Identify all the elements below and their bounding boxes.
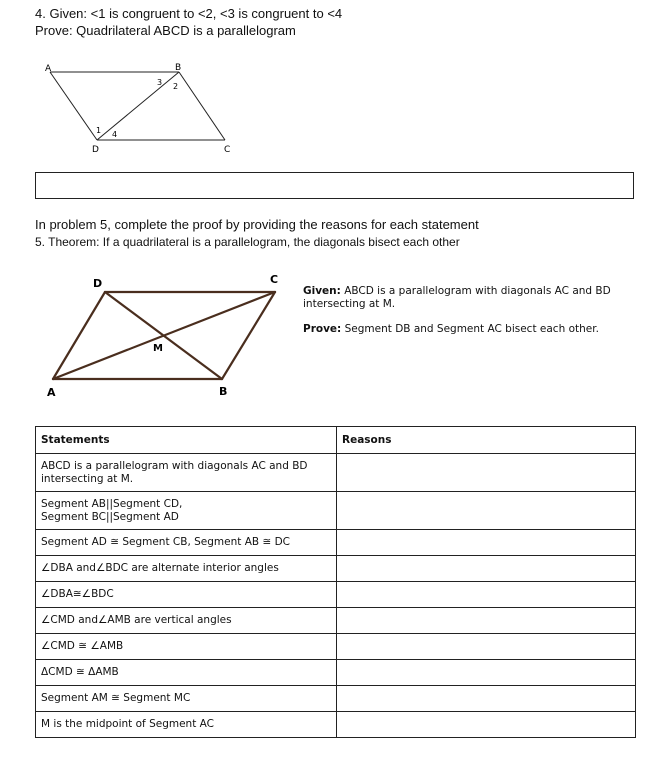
fig2-label-a: A [47, 386, 56, 399]
proof-row [36, 634, 636, 660]
proof-table [35, 426, 636, 738]
reason-cell[interactable] [337, 660, 636, 686]
proof-row [36, 686, 636, 712]
fig2-side-ad [53, 292, 105, 379]
fig2-label-b: B [219, 385, 228, 398]
parallelogram-figure-2 [35, 268, 290, 403]
reason-cell[interactable] [337, 686, 636, 712]
reason-cell[interactable] [337, 492, 636, 530]
fig1-angle-2: 2 [173, 82, 179, 91]
fig2-label-m: M [153, 343, 163, 354]
prove-text: Segment DB and Segment AC bisect each other. [344, 323, 599, 335]
given-block [303, 285, 623, 311]
proof-row [36, 530, 636, 556]
problem4-given: 4. Given: <1 is congruent to <2, <3 is congruent to <4 [35, 6, 343, 21]
statement-cell: ∠DBA≅∠BDC [36, 582, 337, 608]
problem5-instruction: In problem 5, complete the proof by providing the reasons for each statement [35, 217, 479, 232]
fig1-side-da [50, 72, 97, 140]
reason-cell[interactable] [337, 712, 636, 738]
statement-line: Segment AB||Segment CD, [41, 497, 183, 510]
given-label: Given: [303, 285, 341, 297]
prove-label: Prove: [303, 323, 342, 335]
reason-cell[interactable] [337, 454, 636, 492]
fig2-label-d: D [93, 277, 103, 290]
reasons-header: Reasons [337, 427, 636, 454]
statement-cell: Segment AD ≅ Segment CB, Segment AB ≅ DC [36, 530, 337, 556]
reason-cell[interactable] [337, 582, 636, 608]
reason-cell[interactable] [337, 608, 636, 634]
proof-row [36, 712, 636, 738]
statements-header: Statements [36, 427, 337, 454]
fig2-side-cb [222, 292, 275, 379]
prove-block [303, 323, 623, 336]
fig1-label-a: A [45, 64, 52, 74]
statement-cell: ∠DBA and∠BDC are alternate interior angles [36, 556, 337, 582]
proof-row [36, 454, 636, 492]
statement-cell: ∠CMD and∠AMB are vertical angles [36, 608, 337, 634]
reason-cell[interactable] [337, 634, 636, 660]
fig1-diagonal-db [97, 72, 179, 140]
statement-cell: ΔCMD ≅ ΔAMB [36, 660, 337, 686]
proof-row [36, 556, 636, 582]
proof-row [36, 492, 636, 530]
reason-cell[interactable] [337, 530, 636, 556]
problem4-prove: Prove: Quadrilateral ABCD is a parallelogram [35, 23, 296, 38]
fig1-angle-1: 1 [96, 126, 102, 135]
parallelogram-figure-1 [35, 60, 245, 160]
proof-header-row [36, 427, 636, 454]
fig1-label-d: D [92, 145, 99, 155]
fig1-side-bc [179, 72, 225, 140]
problem5-theorem: 5. Theorem: If a quadrilateral is a parallelogram, the diagonals bisect each other [35, 235, 460, 249]
reason-cell[interactable] [337, 556, 636, 582]
problem4-answer-box[interactable] [35, 172, 634, 199]
fig1-label-b: B [175, 63, 182, 73]
fig2-diagonal-db [105, 292, 222, 379]
statement-cell: Segment AM ≅ Segment MC [36, 686, 337, 712]
given-text: ABCD is a parallelogram with diagonals AC and BD intersecting at M. [303, 285, 611, 310]
fig1-angle-3: 3 [157, 78, 163, 87]
fig1-angle-4: 4 [112, 130, 118, 139]
statement-line: Segment BC||Segment AD [41, 510, 179, 523]
proof-row [36, 660, 636, 686]
statement-cell: ABCD is a parallelogram with diagonals AC and BD intersecting at M. [36, 454, 337, 492]
statement-cell: ∠CMD ≅ ∠AMB [36, 634, 337, 660]
statement-cell [36, 492, 337, 530]
proof-row [36, 582, 636, 608]
fig1-label-c: C [224, 145, 231, 155]
fig2-label-c: C [270, 273, 279, 286]
proof-row [36, 608, 636, 634]
statement-cell: M is the midpoint of Segment AC [36, 712, 337, 738]
